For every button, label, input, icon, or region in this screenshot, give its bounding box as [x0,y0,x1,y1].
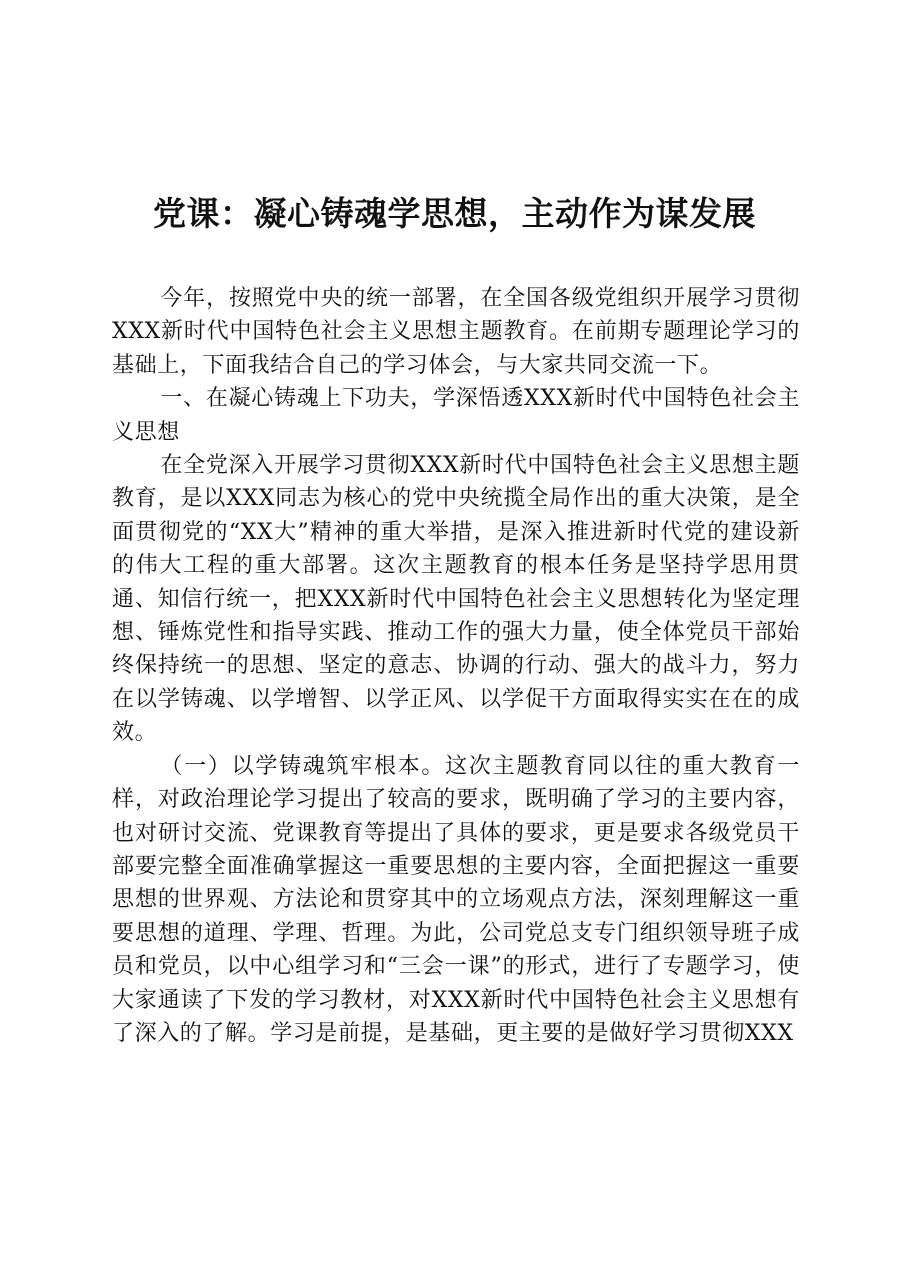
document-body [112,282,800,1050]
section-heading-1: 一、在凝心铸魂上下功夫，学深悟透XXX新时代中国特色社会主义思想 [112,386,800,445]
paragraph-section-1: 在全党深入开展学习贯彻XXX新时代中国特色社会主义思想主题教育，是以XXX同志为核心的党中央统揽全局作出的重大决策，是全面贯彻党的“XX大”精神的重大举措，是深入推进新时代党的建设新的伟大工程的重大部署。这次主题教育的根本任务是坚持学思用贯通、知信行统一，把XXX新时代中国特色社会主义思想转化为坚定理想、锤炼党性和指导实践、推动工作的强大力量，使全体党员干部始终保持统一的思想、坚定的意志、协调的行动、强大的战斗力，努力在以学铸魂、以学增智、以学正风、以学促干方面取得实实在在的成效。 [112,453,800,746]
document-title: 党课：凝心铸魂学思想，主动作为谋发展 [153,194,756,233]
paragraph-intro: 今年，按照党中央的统一部署，在全国各级党组织开展学习贯彻XXX新时代中国特色社会主义思想主题教育。在前期专题理论学习的基础上，下面我结合自己的学习体会，与大家共同交流一下。 [112,286,800,378]
paragraph-subsection-1: （一）以学铸魂筑牢根本。这次主题教育同以往的重大教育一样，对政治理论学习提出了较高的要求，既明确了学习的主要内容，也对研讨交流、党课教育等提出了具体的要求，更是要求各级党员干部要完整全面准确掌握这一重要思想的主要内容，全面把握这一重要思想的世界观、方法论和贯穿其中的立场观点方法，深刻理解这一重要思想的道理、学理、哲理。为此，公司党总支专门组织领导班子成员和党员，以中心组学习和“三会一课”的形式，进行了专题学习，使大家通读了下发的学习教材，对XXX新时代中国特色社会主义思想有了深入的了解。学习是前提，是基础，更主要的是做好学习贯彻XXX [112,753,800,1046]
